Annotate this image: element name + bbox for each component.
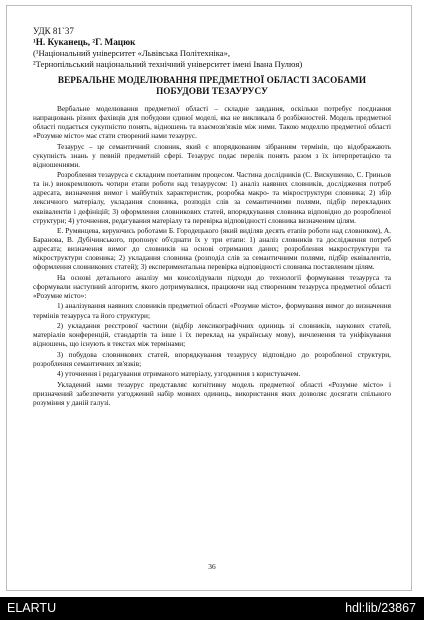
paragraph: Вербальне моделювання предметної області – складне завдання, оскільки потребує поєднання напрацювань різних фахівців для побудови єдиної моделі, яка не викликала б розбіжностей. Модель предметної області подається сукупністю понять, відношень та взаємозв'язків між ними. Такою моделлю предметної області «Розумне місто» має стати створений нами тезаурус. bbox=[33, 103, 391, 141]
repository-footer bbox=[0, 597, 424, 620]
list-item: 4) уточнення і редагування отриманого матеріалу, узгодження з користувачем. bbox=[57, 369, 301, 379]
list-item: 1) аналізування наявних словників предметної області «Розумне місто», формування вимог до визначення термінів тезауруса та його структури; bbox=[33, 301, 391, 320]
article-body bbox=[33, 104, 391, 407]
document-content bbox=[33, 26, 391, 408]
article-title-line-2: ПОБУДОВИ ТЕЗАУРУСУ bbox=[156, 86, 268, 97]
list-item: 2) укладання реєстрової частини (відбір лексикографічних одиниць зі словників, наукових статей, матеріалів конференцій, стандартів та інше і їх переклад на українську мову), вичленення та уніфікування відношень, що існують в текстах між термінами; bbox=[33, 321, 391, 349]
handle-link[interactable]: hdl:lib/23867 bbox=[345, 601, 416, 615]
paragraph: Розроблення тезауруса є складним поетапним процесом. Частина дослідників (С. Вискушенко, С. Гриньов та ін.) виокремлюють чотири етапи роботи над тезаурусом: 1) аналіз наявних словників, дослідження потреб адресата, визначення вимог і майбутніх характеристик, розробка макро- та мікроструктури словника; 2) збір лексичного матеріалу, укладання словника, розподіл слів за семантичними полями, підбір перекладних еквівалентів і дефініцій; 3) оформлення словникових статей, впорядкування словника відповідно до розробленої структури; 4) уточнення, редагування матеріалу та перевірка відповідності словника визначеним цілям. bbox=[33, 170, 391, 225]
paragraph: Тезаурус – це семантичний словник, який є впорядкованим зібранням термінів, що відображають сукупність знань у певній предметній сфері. Тезаурус подає перелік понять разом з їх інтерпретацією та відношеннями. bbox=[33, 141, 391, 169]
affiliation-1: (¹Національний університет «Львівська Політехніка», bbox=[33, 48, 231, 59]
paragraph: На основі детального аналізу ми консолідували підходи до технології формування тезауруса та сформували наступний алгоритм, якого дотримувалися, працюючи над створенням тезауруса предметної області «Розумне місто»: bbox=[33, 272, 391, 300]
paragraph: Е. Румянцева, керуючись роботами Б. Городецького (який виділяв десять етапів роботи над словником), А. Баранова, В. Дубічинського, пропонує об'єднати їх у три етапи: 1) аналіз словників та дослідження потреб адресата; визначення вимог до словників на основі отриманих даних; розроблення макроструктури та мікроструктури словника; 2) укладання словника (розподіл слів за семантичними полями, підбір еквівалентів, оформлення словникових статей); 3) експериментальна перевірка відповідності словника поставленим цілям. bbox=[33, 226, 391, 272]
affiliation-2: ²Тернопільський національний технічний університет імені Івана Пулюя) bbox=[33, 59, 303, 69]
repository-name: ELARTU bbox=[7, 601, 57, 615]
article-title bbox=[33, 75, 391, 98]
article-title-line-1: ВЕРБАЛЬНЕ МОДЕЛЮВАННЯ ПРЕДМЕТНОЇ ОБЛАСТІ ЗАСОБАМИ bbox=[57, 74, 367, 85]
page-number: 36 bbox=[208, 562, 216, 571]
udk-code: УДК 81`37 bbox=[33, 26, 74, 36]
authors: ¹Н. Куканець, ²Г. Мацюк bbox=[33, 37, 136, 47]
list-item: 3) побудова словникових статей, впорядкування тезаурусу відповідно до розробленої структури, розроблення семантичних зв'язків; bbox=[33, 349, 391, 368]
paragraph: Укладений нами тезаурус представляє когнітивну модель предметної області «Розумне місто» і призначений забезпечити узгоджений набір мовних одиниць, використання яких дозволяє досягати спільного розуміння у даній галузі. bbox=[33, 379, 391, 407]
